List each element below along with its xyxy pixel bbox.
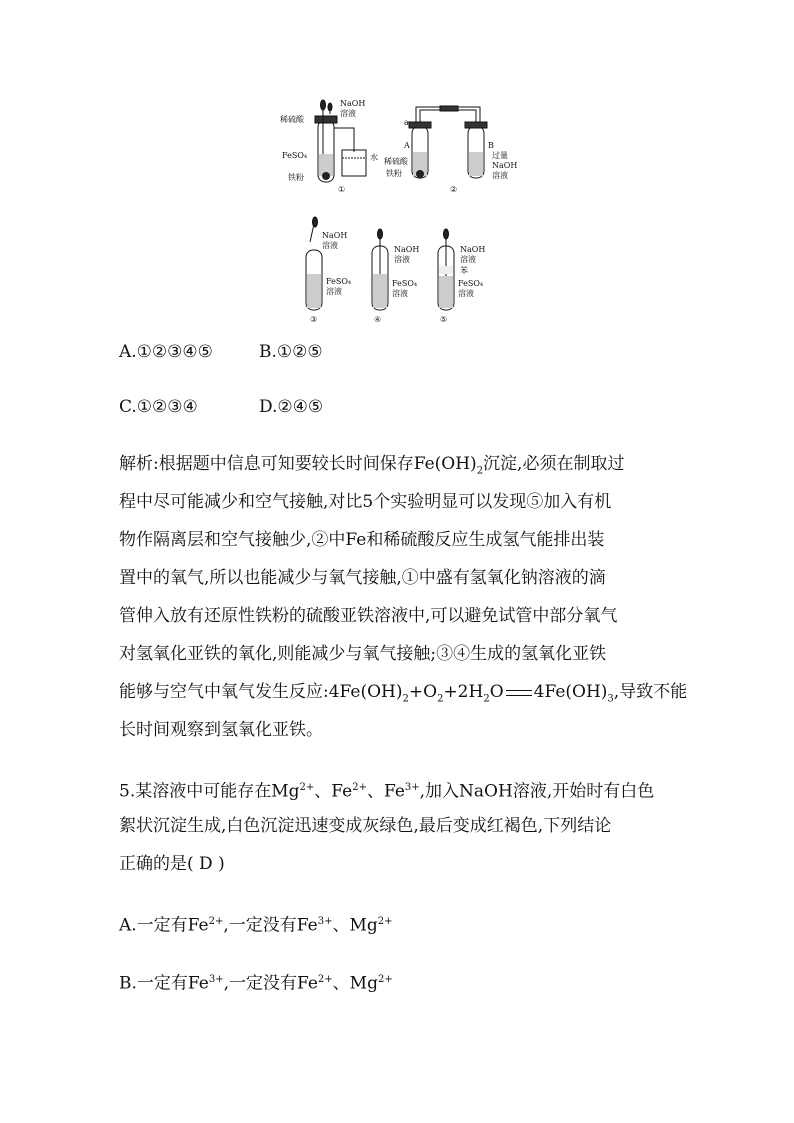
label-feso4-5: FeSO₄ <box>458 279 484 288</box>
apparatus-diagram <box>270 92 530 322</box>
label-benzene: 苯 <box>460 266 468 275</box>
label-naoh-4: NaOH <box>394 245 420 254</box>
label-feso4-3: FeSO₄ <box>326 277 352 286</box>
label-a: a <box>404 118 409 127</box>
option-c: C.①②③④ <box>119 397 198 417</box>
label-naoh-3: NaOH <box>322 231 348 240</box>
label-dilute-h2so4: 稀硫酸 <box>280 115 304 124</box>
apparatus-3 <box>306 217 322 310</box>
label-feso4-solution-5: 溶液 <box>458 289 474 298</box>
q5-line-1: 5.某溶液中可能存在$Mg^{2+}$、$Fe^{2+}$、$Fe^{3+}$,加入NaOH溶液,开始时有白色 <box>119 781 655 802</box>
apparatus-2 <box>408 106 487 178</box>
label-naoh-solution-4: 溶液 <box>394 255 410 264</box>
label-number-5: ⑤ <box>440 315 448 322</box>
label-water: 水 <box>370 153 378 162</box>
analysis-line-2: 程中尽可能减少和空气接触,对比5个实验明显可以发现⑤加入有机 <box>119 492 612 512</box>
apparatus-4 <box>372 229 388 310</box>
label-naoh-1: NaOH <box>340 99 366 108</box>
label-naoh-solution-3: 溶液 <box>322 241 338 250</box>
option-d: D.②④⑤ <box>259 397 324 417</box>
apparatus-5 <box>438 229 454 310</box>
analysis-line-7: 能够与空气中氧气发生反应$:4Fe(OH)_2+O_2+2H_2O$ $4Fe(OH)_3$,导致不能 <box>119 682 688 705</box>
label-number-4: ④ <box>374 315 382 322</box>
label-naoh-solution-5: 溶液 <box>460 255 476 264</box>
analysis-line-4: 置中的氧气,所以也能减少与氧气接触,①中盛有氢氧化钠溶液的滴 <box>119 568 606 588</box>
q5-option-b: B.一定有$Fe^{3+}$,一定没有$Fe^{2+}$、$Mg^{2+}$ <box>119 973 393 994</box>
analysis-line-5: 管伸入放有还原性铁粉的硫酸亚铁溶液中,可以避免试管中部分氧气 <box>119 606 618 626</box>
label-feso4: FeSO₄ <box>282 151 308 160</box>
analysis-line-8: 长时间观察到氢氧化亚铁。 <box>119 720 323 740</box>
label-naoh-5: NaOH <box>460 245 486 254</box>
label-A: A <box>404 141 410 150</box>
label-naoh-excess-solution: 溶液 <box>492 171 508 180</box>
label-excess: 过量 <box>492 151 508 160</box>
q5-line-3: 正确的是( D ) <box>119 854 225 874</box>
label-number-3: ③ <box>310 315 318 322</box>
label-iron-powder-2: 铁粉 <box>386 169 402 178</box>
option-b: B.①②⑤ <box>259 342 323 362</box>
label-number-2: ② <box>450 185 458 194</box>
q5-option-a: A.一定有$Fe^{2+}$,一定没有$Fe^{3+}$、$Mg^{2+}$ <box>119 915 393 936</box>
label-feso4-solution-3: 溶液 <box>326 287 342 296</box>
label-naoh-excess: NaOH <box>492 161 518 170</box>
equals-double-line <box>506 690 532 696</box>
label-B: B <box>488 141 494 150</box>
analysis-line-6: 对氢氧化亚铁的氧化,则能减少与氧气接触;③④生成的氢氧化亚铁 <box>119 644 607 664</box>
label-naoh-solution-1: 溶液 <box>340 109 356 118</box>
analysis-line-3: 物作隔离层和空气接触少,②中Fe和稀硫酸反应生成氢气能排出装 <box>119 530 605 550</box>
label-feso4-solution-4: 溶液 <box>392 289 408 298</box>
analysis-line-1: 解析:根据题中信息可知要较长时间保存$Fe(OH)_2$沉淀,必须在制取过 <box>119 454 625 477</box>
label-dilute-h2so4-2: 稀硫酸 <box>384 157 408 166</box>
label-number-1: ① <box>338 185 346 194</box>
label-feso4-4: FeSO₄ <box>392 279 418 288</box>
apparatus-figure <box>270 92 530 322</box>
option-a: A.①②③④⑤ <box>119 342 213 362</box>
label-iron-powder: 铁粉 <box>288 173 304 182</box>
q5-line-2: 絮状沉淀生成,白色沉淀迅速变成灰绿色,最后变成红褐色,下列结论 <box>119 816 612 836</box>
